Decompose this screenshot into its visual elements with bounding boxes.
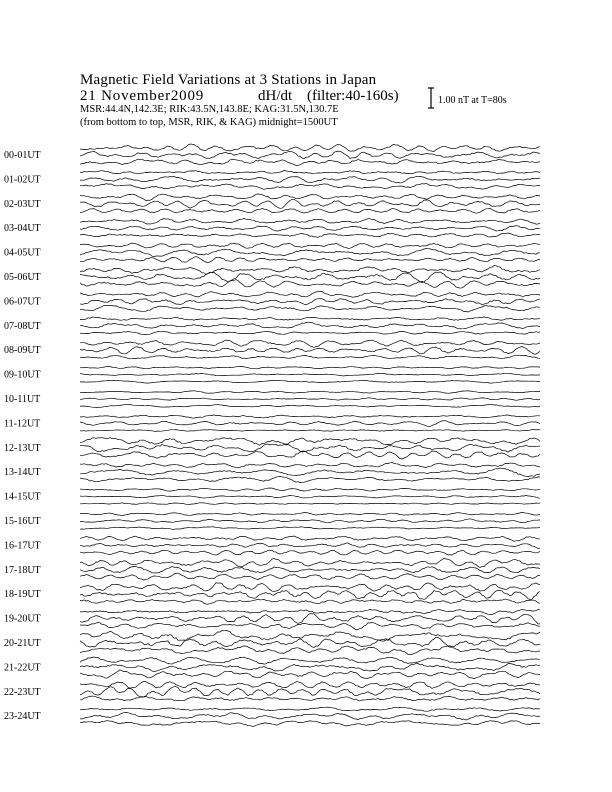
hour-label: 02-03UT: [4, 198, 41, 210]
trace-rik-01-02UT: [80, 176, 540, 183]
trace-kag-06-07UT: [80, 291, 540, 297]
trace-msr-08-09UT: [80, 355, 540, 359]
trace-msr-01-02UT: [80, 184, 540, 190]
trace-rik-20-21UT: [80, 637, 540, 647]
trace-kag-02-03UT: [80, 194, 540, 201]
trace-rik-08-09UT: [80, 347, 540, 355]
trace-msr-21-22UT: [80, 670, 540, 679]
hour-label: 19-20UT: [4, 613, 41, 625]
trace-rik-18-19UT: [80, 591, 540, 600]
trace-msr-23-24UT: [80, 721, 540, 727]
trace-msr-12-13UT: [80, 451, 540, 459]
hour-label: 15-16UT: [4, 516, 41, 527]
trace-kag-09-10UT: [80, 367, 540, 369]
trace-rik-00-01UT: [80, 151, 540, 159]
trace-kag-14-15UT: [80, 488, 540, 491]
trace-kag-18-19UT: [80, 583, 540, 592]
trace-msr-09-10UT: [80, 380, 540, 383]
trace-rik-14-15UT: [80, 496, 540, 499]
trace-kag-03-04UT: [80, 218, 540, 224]
trace-msr-18-19UT: [80, 599, 540, 604]
trace-kag-05-06UT: [80, 266, 540, 275]
chart-title: Magnetic Field Variations at 3 Stations in Japan: [80, 72, 377, 88]
trace-msr-07-08UT: [80, 331, 540, 334]
trace-rik-13-14UT: [80, 468, 540, 477]
trace-rik-12-13UT: [80, 444, 540, 452]
trace-kag-08-09UT: [80, 340, 540, 347]
trace-rik-23-24UT: [80, 713, 540, 721]
trace-kag-10-11UT: [80, 391, 540, 394]
hour-label: 11-12UT: [4, 418, 41, 430]
trace-rik-10-11UT: [80, 398, 540, 401]
trace-rik-06-07UT: [80, 298, 540, 305]
trace-rik-21-22UT: [80, 663, 540, 672]
trace-kag-04-05UT: [80, 243, 540, 248]
trace-msr-06-07UT: [80, 305, 540, 312]
trace-rik-22-23UT: [80, 687, 540, 698]
trace-rik-07-08UT: [80, 322, 540, 329]
trace-msr-00-01UT: [80, 159, 540, 165]
trace-rik-02-03UT: [80, 199, 540, 208]
trace-msr-19-20UT: [80, 623, 540, 630]
trace-msr-20-21UT: [80, 646, 540, 655]
hour-label: 13-14UT: [4, 467, 41, 479]
station-order-note: (from bottom to top, MSR, RIK, & KAG) midnight=1500UT: [80, 117, 338, 128]
trace-rik-15-16UT: [80, 519, 540, 523]
hour-label: 06-07UT: [4, 296, 41, 308]
hour-labels: [4, 150, 41, 722]
trace-rik-17-18UT: [80, 566, 540, 573]
trace-msr-13-14UT: [80, 476, 540, 482]
trace-kag-00-01UT: [80, 144, 540, 152]
trace-kag-20-21UT: [80, 631, 540, 642]
hour-label: 17-18UT: [4, 564, 41, 576]
trace-msr-03-04UT: [80, 233, 540, 237]
trace-kag-15-16UT: [80, 513, 540, 516]
traces: [80, 144, 540, 726]
hour-label: 05-06UT: [4, 272, 41, 283]
trace-msr-05-06UT: [80, 280, 540, 289]
hour-label: 23-24UT: [4, 711, 41, 723]
trace-rik-04-05UT: [80, 249, 540, 257]
hour-label: 03-04UT: [4, 223, 41, 235]
trace-kag-11-12UT: [80, 415, 540, 418]
hour-label: 12-13UT: [4, 442, 41, 454]
hour-label: 14-15UT: [4, 491, 41, 503]
trace-msr-16-17UT: [80, 550, 540, 555]
hour-label: 20-21UT: [4, 638, 41, 649]
scale-bar: [428, 88, 434, 108]
trace-msr-22-23UT: [80, 696, 540, 701]
trace-msr-02-03UT: [80, 208, 540, 213]
trace-rik-03-04UT: [80, 226, 540, 231]
hour-label: 10-11UT: [4, 394, 41, 405]
hour-label: 21-22UT: [4, 662, 41, 674]
trace-kag-16-17UT: [80, 536, 540, 541]
trace-kag-01-02UT: [80, 171, 540, 174]
trace-kag-17-18UT: [80, 558, 540, 567]
trace-rik-19-20UT: [80, 614, 540, 624]
hour-label: 01-02UT: [4, 174, 41, 186]
scale-bar-label: 1.00 nT at T=80s: [438, 95, 507, 106]
hour-label: 18-19UT: [4, 589, 41, 601]
hour-label: 00-01UT: [4, 150, 41, 161]
trace-kag-23-24UT: [80, 707, 540, 711]
trace-msr-04-05UT: [80, 257, 540, 263]
hour-label: 09-10UT: [4, 369, 41, 381]
hour-label: 22-23UT: [4, 686, 41, 698]
trace-rik-09-10UT: [80, 373, 540, 376]
date-label: 21 November2009: [80, 88, 205, 104]
trace-msr-17-18UT: [80, 573, 540, 580]
trace-msr-11-12UT: [80, 430, 540, 432]
trace-rik-11-12UT: [80, 421, 540, 427]
trace-kag-22-23UT: [80, 681, 540, 688]
filter-label: (filter:40-160s): [307, 88, 399, 104]
station-coordinates: MSR:44.4N,142.3E; RIK:43.5N,143.8E; KAG:31.5N,130.7E: [80, 104, 339, 115]
trace-kag-07-08UT: [80, 317, 540, 320]
trace-kag-13-14UT: [80, 462, 540, 468]
trace-rik-05-06UT: [80, 272, 540, 283]
hour-label: 07-08UT: [4, 320, 41, 332]
trace-rik-16-17UT: [80, 543, 540, 548]
trace-kag-12-13UT: [80, 438, 540, 446]
hour-label: 08-09UT: [4, 345, 41, 357]
hour-label: 04-05UT: [4, 247, 41, 259]
trace-kag-21-22UT: [80, 657, 540, 664]
trace-msr-10-11UT: [80, 404, 540, 407]
trace-msr-14-15UT: [80, 503, 540, 505]
quantity-label: dH/dt: [258, 88, 293, 104]
hour-label: 16-17UT: [4, 540, 41, 552]
trace-msr-15-16UT: [80, 527, 540, 530]
